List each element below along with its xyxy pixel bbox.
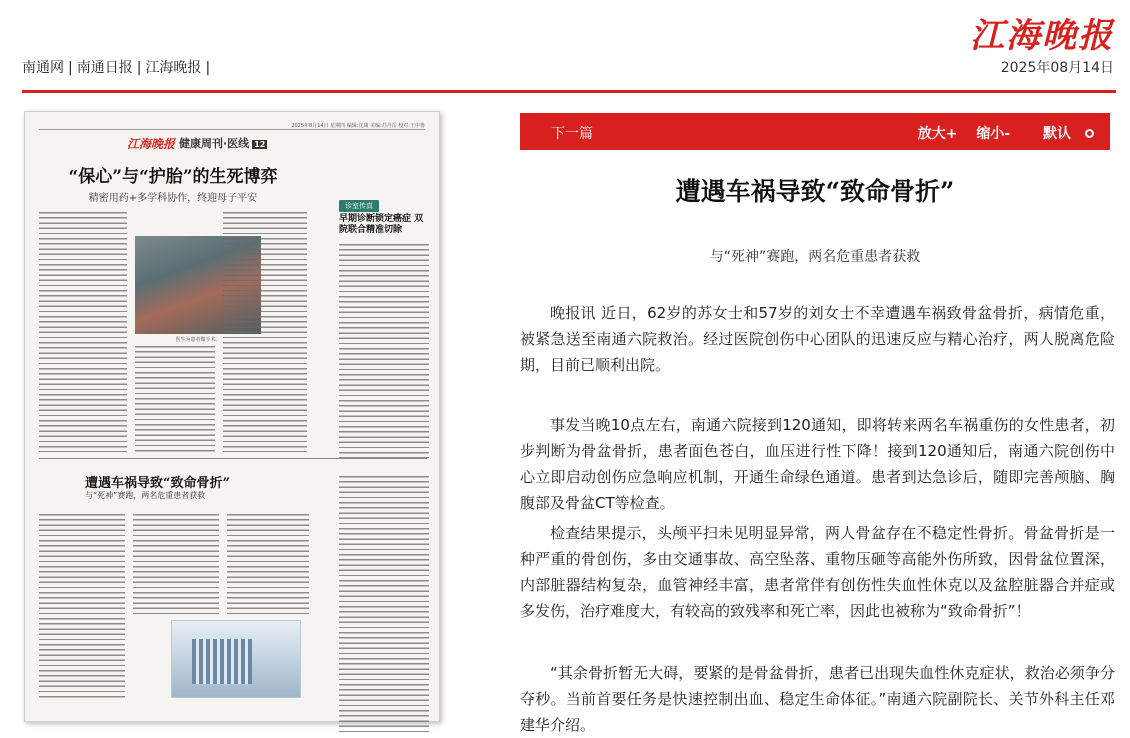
- text-column: [227, 514, 309, 614]
- zoom-out-button[interactable]: 缩小-: [976, 126, 1011, 142]
- reset-size-button[interactable]: 默认: [1029, 126, 1094, 142]
- text-column: [133, 514, 219, 614]
- page-number: 12: [254, 140, 266, 149]
- article-paragraph-3: 检查结果提示，头颅平扫未见明显异常，两人骨盆存在不稳定性骨折。骨盆骨折是一种严重的骨创伤，多由交通事故、高空坠落、重物压砸等高能外伤所致，因骨盆位置深，内部脏器结构复杂，血管神经丰富，患者常伴有创伤性失血性休克以及盆腔脏器合并症或多发伤，治疗难度大，有较高的致残率和死亡率，因此也被称为“致命骨折”！: [520, 524, 1115, 620]
- second-story-headline[interactable]: 遭遇车祸导致“致命骨折”: [85, 476, 230, 491]
- clinic-tag: 诊室传真: [339, 200, 379, 212]
- text-column: [135, 346, 215, 452]
- top-nav: 南通网 | 南通日报 | 江海晚报 |: [22, 60, 211, 76]
- newspaper-page-thumbnail[interactable]: [24, 111, 440, 722]
- text-column: [39, 212, 127, 452]
- page-masthead: [39, 132, 425, 154]
- lead-subheadline: 精密用药+多学科协作，终迎母子平安: [88, 193, 258, 204]
- article-paragraph-4: “其余骨折暂无大碍，要紧的是骨盆骨折，患者已出现失血性休克症状，救治必须争分夺秒。当前首要任务是快速控制出血、稳定生命体征。”南通六院副院长、关节外科主任邓建华介绍。: [520, 664, 1115, 734]
- article-toolbar: [520, 113, 1110, 150]
- page-section: 健康周刊·医线 12: [179, 137, 266, 150]
- site-header: [0, 0, 1130, 92]
- lead-headline[interactable]: “保心”与“护胎”的生死博弈: [68, 167, 278, 187]
- hospital-illustration: [171, 620, 301, 698]
- article-paragraph-2: 事发当晚10点左右，南通六院接到120通知，即将转来两名车祸重伤的女性患者，初步判断为骨盆骨折，患者面色苍白，血压进行性下降！接到120通知后，南通六院创伤中心立即启动创伤应急响应机制，开通生命绿色通道。患者到达急诊后，随即完善颅脑、胸腹部及骨盆CT等检查。: [520, 416, 1115, 512]
- text-column: [223, 212, 307, 452]
- next-article-button[interactable]: 下一篇: [551, 126, 593, 142]
- site-logo[interactable]: 江海晚报: [970, 16, 1114, 56]
- text-column: [339, 476, 429, 732]
- reset-icon: [1085, 129, 1094, 138]
- header-divider: [22, 90, 1116, 93]
- article-title: 遭遇车祸导致“致命骨折”: [675, 177, 955, 206]
- text-column: [339, 244, 429, 458]
- zoom-in-button[interactable]: 放大+: [917, 126, 958, 142]
- second-story-subheadline: 与“死神”赛跑，两名危重患者获救: [85, 491, 206, 500]
- photo-caption: 医生为患者做手术。: [175, 337, 221, 343]
- side-headline[interactable]: 早期诊断锁定癌症 双院联合精准切除: [339, 214, 424, 235]
- story-divider: [39, 458, 427, 459]
- article-subtitle: 与“死神”赛跑，两名危重患者获救: [709, 249, 921, 265]
- page-logo: 江海晚报: [127, 137, 176, 151]
- nav-link-jianghai-evening[interactable]: 江海晚报: [145, 60, 202, 76]
- text-column: [39, 514, 125, 698]
- font-size-controls: [904, 123, 1094, 143]
- page-lead-story[interactable]: [39, 156, 307, 343]
- page-topline: 2025年8月14日 星期四 编辑:沈康 美编:苏丹岳 校对:王中鲁: [39, 122, 425, 130]
- nav-link-nantong-daily[interactable]: 南通日报: [76, 60, 133, 76]
- article-paragraph-1: 晚报讯 近日，62岁的苏女士和57岁的刘女士不幸遭遇车祸致骨盆骨折，病情危重，被紧急送至南通六院救治。经过医院创伤中心团队的迅速反应与精心治疗，两人脱离危险期，目前已顺利出院。: [520, 304, 1115, 374]
- issue-date: 2025年08月14日: [1000, 60, 1114, 76]
- nav-link-nantong-net[interactable]: 南通网: [22, 60, 64, 76]
